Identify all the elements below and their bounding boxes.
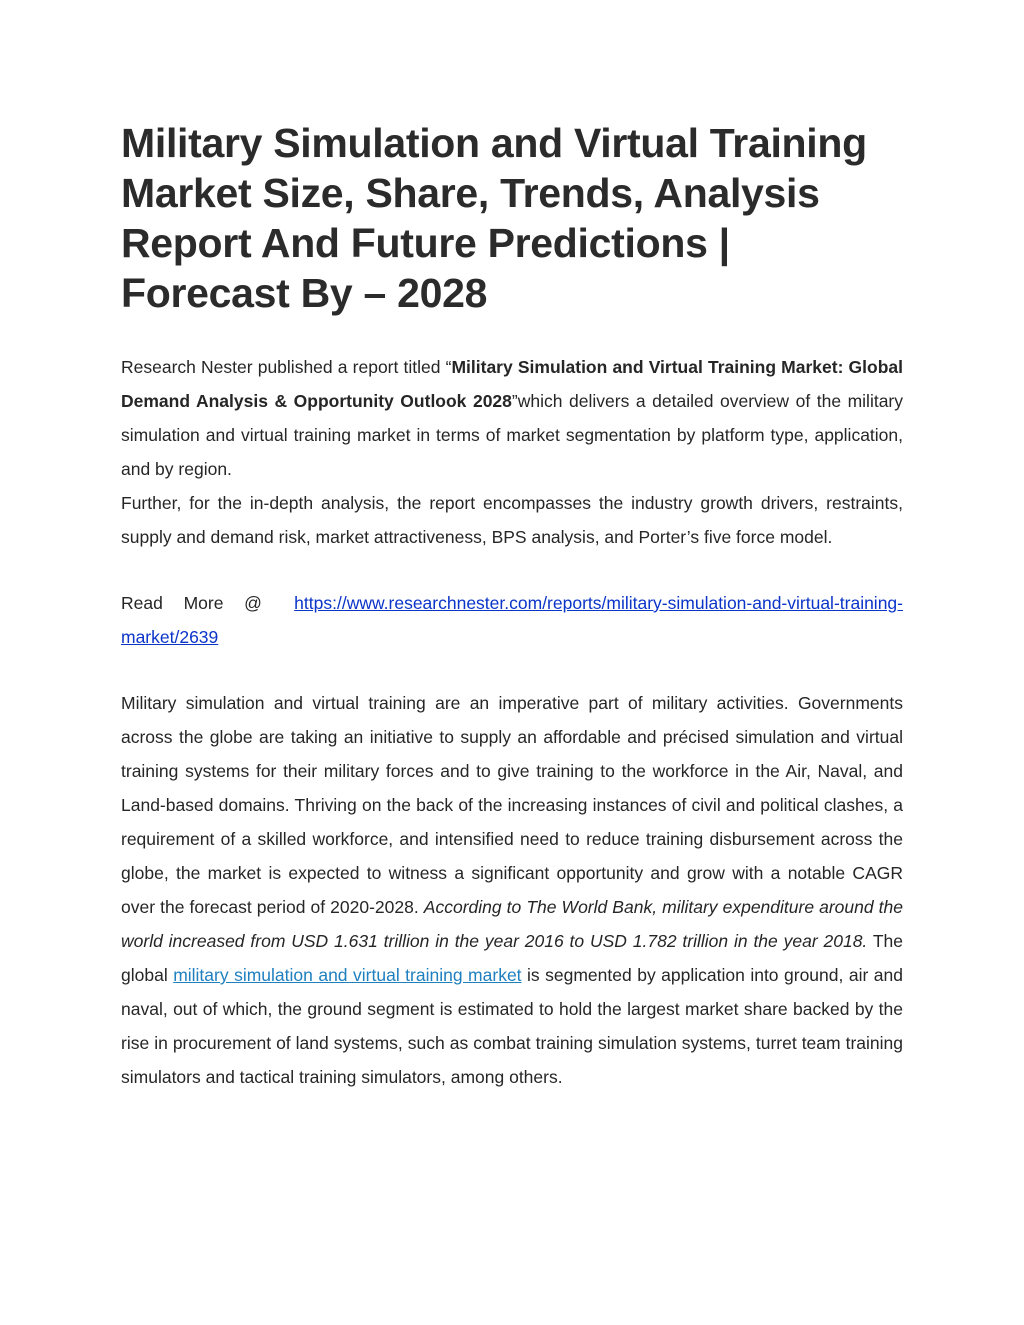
market-link[interactable]: military simulation and virtual training market [173,965,522,985]
main-text-part1: Military simulation and virtual training are an imperative part of military activities. Governments across the globe are taking an initiative to supply an affordable and précised simulation and virtual training systems for their military forces and to give training to the workforce in the Air, Naval, and Land-based domains. Thriving on the back of the increasing instances of civil and political clashes, a requirement of a skilled workforce, and intensified need to reduce training disbursement across the globe, the market is expected to witness a significant opportunity and grow with a notable CAGR over the forecast period of 2020-2028. [121,693,903,917]
page-title: Military Simulation and Virtual Training Market Size, Share, Trends, Analysis Report And Future Predictions | Forecast By – 2028 [121,120,867,316]
further-paragraph: Further, for the in-depth analysis, the report encompasses the industry growth drivers, restraints, supply and demand risk, market attractiveness, BPS analysis, and Porter’s five force model. [121,493,903,547]
document-body [121,118,903,1094]
main-paragraph [121,686,903,1094]
main-text-part2: The global [121,931,903,985]
world-bank-quote: According to The World Bank, military expenditure around the world increased from USD 1.631 trillion in the year 2016 to USD 1.782 trillion in the year 2018. [121,897,903,951]
read-more-label: Read More @ [121,593,262,613]
report-title: Military Simulation and Virtual Training Market: Global Demand Analysis & Opportunity Outlook 2028 [121,357,904,411]
main-text-part3: is segmented by application into ground, air and naval, out of which, the ground segment is estimated to hold the largest market share backed by the rise in procurement of land systems, such as combat training simulation systems, turret team training simulators and tactical training simulators, among others. [121,965,903,1087]
read-more-paragraph [121,586,903,654]
intro-paragraph [121,350,903,486]
intro-lead: Research Nester published a report titled “ [121,357,452,377]
intro-rest: ”which delivers a detailed overview of the military simulation and virtual training market in terms of market segmentation by platform type, application, and by region. [121,391,904,479]
read-more-link[interactable]: https://www.researchnester.com/reports/military-simulation-and-virtual-training-market/2639 [121,593,903,647]
